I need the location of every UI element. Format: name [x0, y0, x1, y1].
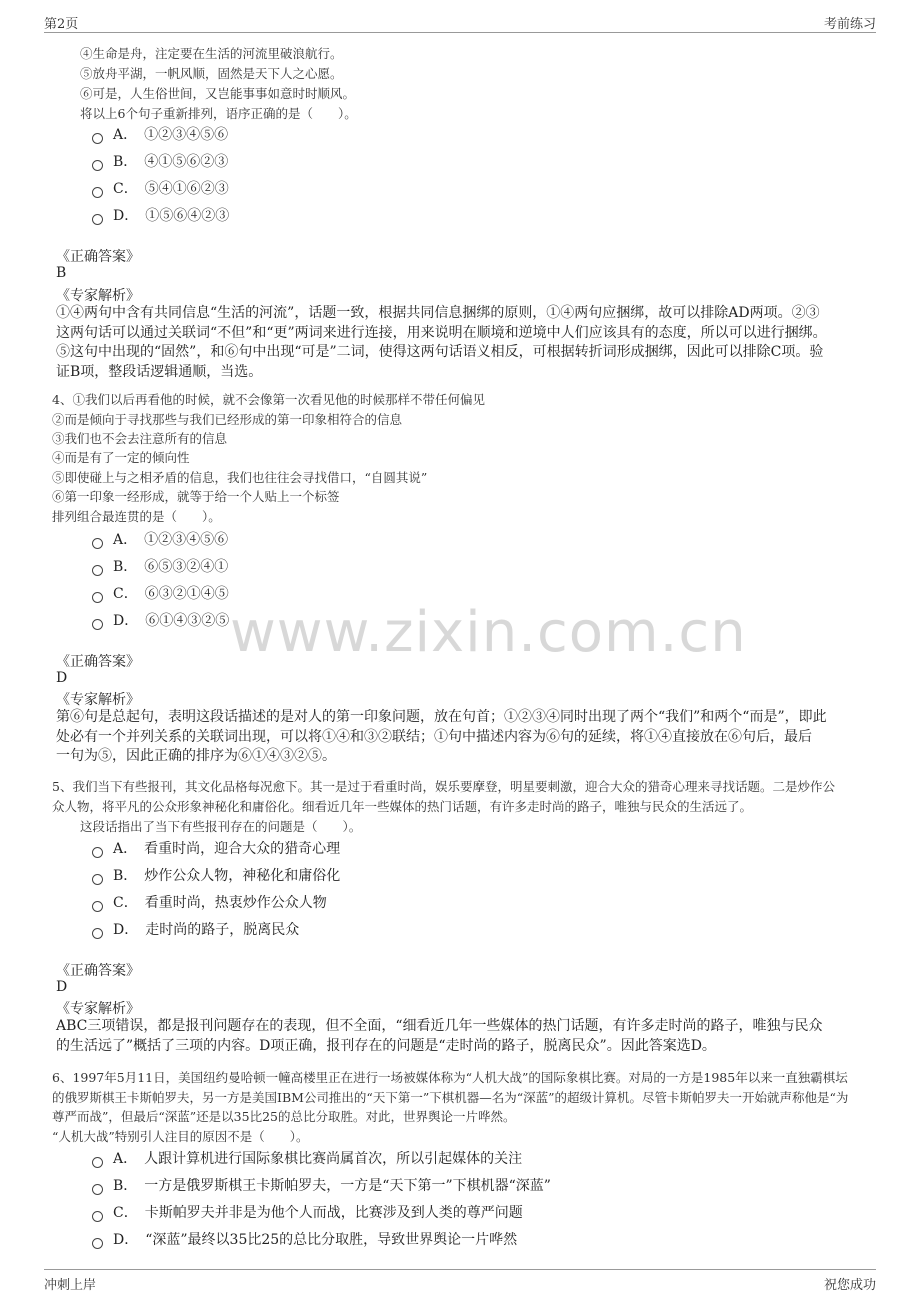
radio-icon[interactable] — [92, 160, 103, 171]
answer-value: D — [56, 979, 68, 995]
q3-option-b[interactable] — [92, 151, 228, 171]
page-footer — [44, 1269, 876, 1292]
q6-option-c[interactable] — [92, 1202, 523, 1222]
q5-option-d[interactable] — [92, 919, 299, 939]
analysis-label: 《专家解析》 — [56, 288, 140, 304]
radio-icon[interactable] — [92, 565, 103, 576]
q4-line: 4、①我们以后再看他的时候，就不会像第一次看见他的时候那样不带任何偏见 — [52, 392, 485, 407]
radio-icon[interactable] — [92, 187, 103, 198]
analysis-line: ⑤这句中出现的“固然”，和⑥句中出现“可是”二词，使得这两句话语义相反，可根据转折词形成捆绑，因此可以排除C项。验 — [56, 344, 824, 360]
radio-icon[interactable] — [92, 1238, 103, 1249]
option-label: C． ⑤④①⑥②③ — [113, 181, 229, 197]
q3-option-a[interactable] — [92, 124, 228, 144]
q3-line: ⑤放舟平湖，一帆风顺，固然是天下人之心愿。 — [80, 66, 343, 81]
option-label: A． 看重时尚，迎合大众的猎奇心理 — [113, 841, 341, 857]
q4-line: ⑤即使碰上与之相矛盾的信息，我们也往往会寻找借口，“自圆其说” — [52, 470, 428, 485]
footer-right: 祝您成功 — [823, 1278, 876, 1293]
q3-option-c[interactable] — [92, 178, 229, 198]
radio-icon[interactable] — [92, 1184, 103, 1195]
q6-line: 尊严而战”，但最后“深蓝”还是以35比25的总比分取胜。对此，世界舆论一片哗然。 — [52, 1109, 516, 1124]
option-label: C． ⑥③②①④⑤ — [113, 586, 229, 602]
option-label: B． ⑥⑤③②④① — [113, 559, 229, 575]
radio-icon[interactable] — [92, 901, 103, 912]
option-label: A． ①②③④⑤⑥ — [113, 127, 229, 143]
option-label: A． 人跟计算机进行国际象棋比赛尚属首次，所以引起媒体的关注 — [113, 1151, 523, 1167]
q3-option-d[interactable] — [92, 205, 229, 225]
radio-icon[interactable] — [92, 214, 103, 225]
q5-stem — [52, 777, 868, 816]
q4-line: ④而是有了一定的倾向性 — [52, 450, 190, 465]
q6-option-a[interactable] — [92, 1148, 522, 1168]
option-label: D． “深蓝”最终以35比25的总比分取胜，导致世界舆论一片哗然 — [113, 1232, 518, 1248]
radio-icon[interactable] — [92, 592, 103, 603]
q3-line: ④生命是舟，注定要在生活的河流里破浪航行。 — [80, 46, 343, 61]
q5-line: 众人物，将平凡的公众形象神秘化和庸俗化。细看近几年一些媒体的热门话题，有许多走时尚的路子，唯独与民众的生活远了。 — [52, 798, 753, 814]
q5-option-b[interactable] — [92, 865, 340, 885]
q4-line: ⑥第一印象一经形成，就等于给一个人贴上一个标签 — [52, 489, 340, 504]
q4-prompt: 排列组合最连贯的是（ ）。 — [52, 509, 221, 524]
q5-option-c[interactable] — [92, 892, 327, 912]
option-label: A． ①②③④⑤⑥ — [113, 532, 229, 548]
q6-line: 的俄罗斯棋王卡斯帕罗夫，另一方是美国IBM公司推出的“天下第一”下棋机器—名为“深蓝”的超级计算机。尽管卡斯帕罗夫一开始就声称他是“为 — [52, 1089, 849, 1105]
answer-value: B — [56, 265, 67, 281]
radio-icon[interactable] — [92, 1157, 103, 1168]
q6-line: 6、1997年5月11日，美国纽约曼哈顿一幢高楼里正在进行一场被媒体称为“人机大战”的国际象棋比赛。对局的一方是1985年以来一直独霸棋坛 — [52, 1070, 848, 1085]
q3-prompt: 将以上6个句子重新排列，语序正确的是（ ）。 — [80, 106, 357, 121]
analysis-line: 第⑥句是总起句，表明这段话描述的是对人的第一印象问题，放在句首；①②③④同时出现了两个“我们”和两个“而是”，即此 — [56, 709, 827, 725]
analysis-label: 《专家解析》 — [56, 692, 140, 708]
analysis-text — [56, 708, 866, 767]
answer-label: 《正确答案》 — [56, 963, 140, 979]
analysis-text — [56, 1017, 866, 1056]
radio-icon[interactable] — [92, 928, 103, 939]
analysis-line: ①④两句中含有共同信息“生活的河流”，话题一致，根据共同信息捆绑的原则，①④两句应捆绑，故可以排除AD两项。②③ — [56, 305, 820, 321]
q3-line: ⑥可是，人生俗世间，又岂能事事如意时时顺风。 — [80, 86, 356, 101]
watermark: www.zixin.com.cn — [230, 600, 747, 665]
page-number: 第2页 — [44, 17, 79, 32]
analysis-line: 处必有一个并列关系的关联词出现，可以将①④和③②联结；①句中描述内容为⑥句的延续，将①④直接放在⑥句后，最后 — [56, 728, 812, 745]
option-label: C． 卡斯帕罗夫并非是为他个人而战，比赛涉及到人类的尊严问题 — [113, 1205, 523, 1221]
page-header — [44, 10, 876, 33]
q6-option-d[interactable] — [92, 1229, 517, 1249]
footer-left: 冲刺上岸 — [44, 1278, 97, 1293]
option-label: C． 看重时尚，热衷炒作公众人物 — [113, 895, 327, 911]
analysis-label: 《专家解析》 — [56, 1001, 140, 1017]
analysis-line: 这两句话可以通过关联词“不但”和“更”两词来进行连接，用来说明在顺境和逆境中人们应该具有的态度，所以可以进行捆绑。 — [56, 324, 827, 341]
q6-option-b[interactable] — [92, 1175, 551, 1195]
radio-icon[interactable] — [92, 538, 103, 549]
radio-icon[interactable] — [92, 847, 103, 858]
option-label: D． ①⑤⑥④②③ — [113, 208, 230, 224]
option-label: B． ④①⑤⑥②③ — [113, 154, 229, 170]
q6-prompt: “人机大战”特别引人注目的原因不是（ ）。 — [52, 1128, 309, 1144]
answer-label: 《正确答案》 — [56, 654, 140, 670]
radio-icon[interactable] — [92, 1211, 103, 1222]
option-label: D． 走时尚的路子，脱离民众 — [113, 922, 300, 938]
radio-icon[interactable] — [92, 619, 103, 630]
analysis-line: 证B项，整段话逻辑通顺，当选。 — [56, 363, 263, 380]
q5-line: 5、我们当下有些报刊，其文化品格每况愈下。其一是过于看重时尚，娱乐要摩登，明星要刺激，迎合大众的猎奇心理来寻找话题。二是炒作公 — [52, 779, 835, 794]
analysis-line: 一句为⑤，因此正确的排序为⑥①④③②⑤。 — [56, 748, 336, 764]
option-label: B． 一方是俄罗斯棋王卡斯帕罗夫，一方是“天下第一”下棋机器“深蓝” — [113, 1178, 551, 1194]
q4-option-c[interactable] — [92, 583, 229, 603]
option-label: B． 炒作公众人物，神秘化和庸俗化 — [113, 868, 341, 884]
q4-option-d[interactable] — [92, 610, 229, 630]
q4-option-b[interactable] — [92, 556, 228, 576]
analysis-line: ABC三项错误，都是报刊问题存在的表现，但不全面，“细看近几年一些媒体的热门话题，有许多走时尚的路子，唯独与民众 — [56, 1018, 823, 1034]
analysis-text — [56, 304, 866, 382]
radio-icon[interactable] — [92, 133, 103, 144]
answer-value: D — [56, 670, 68, 686]
q6-stem — [52, 1068, 868, 1146]
header-title: 考前练习 — [823, 17, 876, 32]
radio-icon[interactable] — [92, 874, 103, 885]
q5-prompt: 这段话指出了当下有些报刊存在的问题是（ ）。 — [80, 819, 362, 834]
q5-option-a[interactable] — [92, 838, 340, 858]
option-label: D． ⑥①④③②⑤ — [113, 613, 230, 629]
q4-line: ③我们也不会去注意所有的信息 — [52, 431, 228, 446]
analysis-line: 的生活远了”概括了三项的内容。D项正确，报刊存在的问题是“走时尚的路子，脱离民众”。因此答案选D。 — [56, 1037, 716, 1054]
q4-option-a[interactable] — [92, 529, 228, 549]
q4-line: ②而是倾向于寻找那些与我们已经形成的第一印象相符合的信息 — [52, 412, 403, 427]
answer-label: 《正确答案》 — [56, 249, 140, 265]
